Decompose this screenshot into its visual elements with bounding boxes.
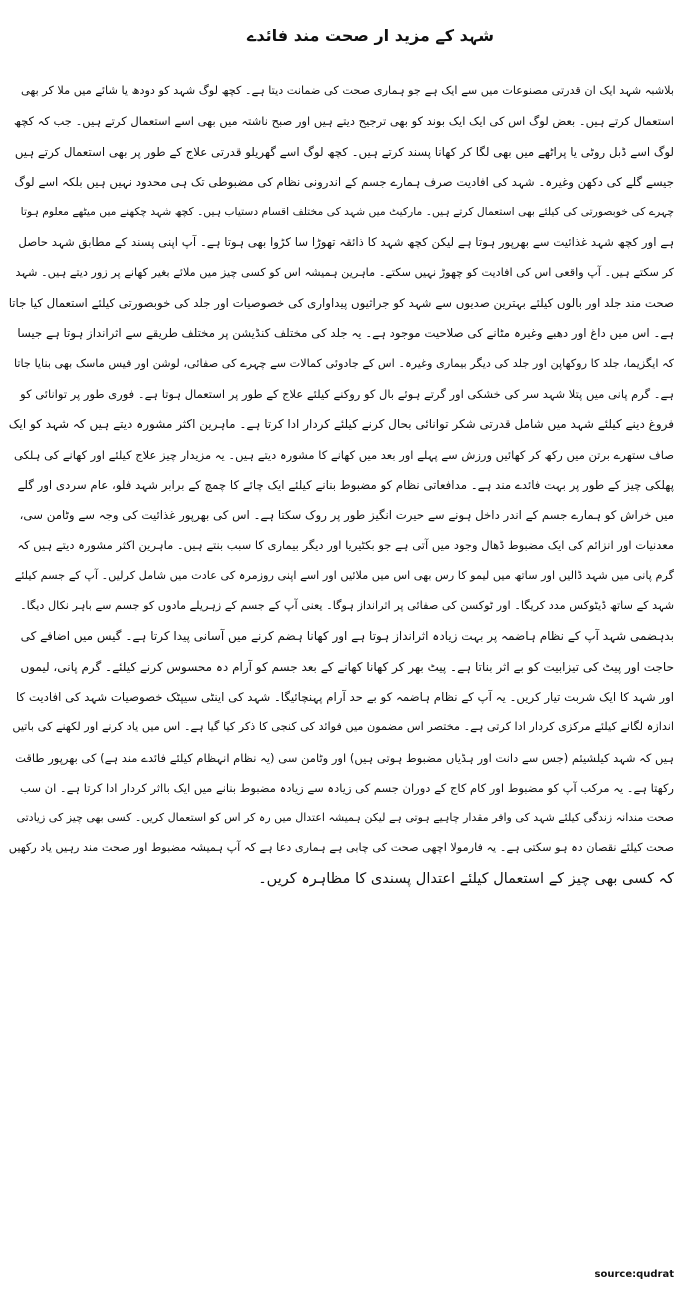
body-line: چہرے کی خوبصورتی کی کیلئے بھی استعمال کرتے ہیں۔ مارکیٹ میں شہد کی مختلف اقسام دستیاب ہیں۔ کچھ شہد چکھنے میں میٹھے معلوم ہوتا: [20, 205, 674, 219]
body-line: میں خراش کو ہمارے جسم کے اندر داخل ہونے سے حیرت انگیز طور پر روک سکتا ہے۔ اس کی بھرپور غذائیت کی وجہ سے وٹامن سی،: [19, 508, 674, 523]
body-line: حاجت اور پیٹ کی تیزابیت کو بے اثر بناتا ہے۔ پیٹ بھر کر کھانا کھانے کے بعد جسم کو آرام دہ محسوس کرنے کیلئے۔ گرم پانی، لیموں: [20, 659, 674, 674]
body-line: ہیں کہ شہد کیلشیئم (جس سے دانت اور ہڈیاں مضبوط ہوتی ہیں) اور وٹامن سی (یہ نظام انہظام کیلئے فائدے مند ہے) کی بھرپور طاقت: [15, 750, 674, 765]
body-line: استعمال کرتے ہیں۔ بعض لوگ اس کی ایک ایک بوند کو بھی ترجیح دیتے ہیں اور صبح ناشتہ میں بھی اسے استعمال کرتے ہیں۔ جب کہ کچھ: [13, 114, 674, 129]
body-line: معدنیات اور انزائم کی ایک مضبوط ڈھال وجود میں آتی ہے جو بکٹیریا اور دیگر بیماری کا سبب بنتے ہیں۔ ماہرین اکثر مشورہ دیتے ہیں کہ: [17, 538, 674, 553]
article-title: شہد کے مزید ار صحت مند فائدے: [247, 26, 494, 45]
body-line: کہ کسی بھی چیز کے استعمال کیلئے اعتدال پسندی کا مظاہرہ کریں۔: [258, 870, 674, 887]
body-line: پھلکی چیز کے طور پر بہت فائدے مند ہے۔ مدافعاتی نظام کو مضبوط بنانے کیلئے ایک چائے کا چمچ کے برابر شہد فلو، عام سردی اور گلے: [17, 477, 674, 492]
body-line: لوگ اسے ڈبل روٹی یا پراٹھے میں بھی لگا کر کھانا پسند کرتے ہیں۔ کچھ لوگ اسے گھریلو قدرتی علاج کے طور پر بھی استعمال کرتے ہیں: [14, 144, 674, 159]
body-line: صحت مند جلد اور بالوں کیلئے بہترین صدیوں سے شہد کو جراثیوں پیداواری کی خصوصیات اور جلد کی خوبصورتی کیلئے استعمال کیا جاتا: [8, 296, 674, 311]
body-line: کر سکتے ہیں۔ آپ واقعی اس کی افادیت کو چھوڑ نہیں سکتے۔ ماہرین ہمیشہ اس کو کسی چیز میں ملائے بغیر کھانے پر زور دیتے ہیں۔ شہد: [15, 265, 674, 279]
body-line: صحت کیلئے نقصان دہ ہو سکتی ہے۔ یہ فارمولا اچھی صحت کی چابی ہے ہماری دعا ہے کہ آپ ہمیشہ مضبوط اور صحت مند رہیں یاد رکھیں: [8, 841, 674, 855]
body-line: بدہضمی شہد آپ کے نظام ہاضمہ پر بہت زیادہ اثرانداز ہوتا ہے اور کھانا ہضم کرنے میں آسانی پیدا کرتا ہے۔ گیس میں اضافے کی: [20, 629, 674, 644]
body-line: صاف ستھرے برتن میں رکھ کر کھائیں ورزش سے پہلے اور بعد میں کھانے کا مشورہ دیتے ہیں۔ یہ مزیدار چیز علاج کیلئے اور کھانے کی ہلکی: [13, 447, 674, 462]
body-line: جیسے گلے کی دکھن وغیرہ۔ شہد کی افادیت صرف ہمارے جسم کے اندرونی نظام کی مضبوطی تک ہی محدود نہیں ہیں بلکہ اسے لوگ: [14, 174, 674, 189]
body-line: گرم پانی میں شہد ڈالیں اور ساتھ میں لیمو کا رس بھی اس میں ملائیں اور اسے اپنی روزمرہ کی عادت میں شامل کرلیں۔ آپ کے جسم کیلئے: [14, 568, 674, 582]
article-body: [8, 76, 674, 894]
body-line: بلاشبہ شہد ایک ان قدرتی مصنوعات میں سے ایک ہے جو ہماری صحت کی ضمانت دیتا ہے۔ کچھ لوگ شہد کو دودھ یا شائے میں ملا کر بھی: [21, 84, 674, 97]
body-line: اور شہد کا ایک شربت تیار کریں۔ یہ آپ کے نظام ہاضمہ کو بے حد آرام پہنچائیگا۔ شہد کی اینٹی سیپٹک خصوصیات شہد کی افادیت کا: [15, 689, 674, 704]
source-credit: source:qudrat: [594, 1269, 674, 1280]
body-line: اندازہ لگانے کیلئے مرکزی کردار ادا کرتی ہے۔ مختصر اس مضمون میں فوائد کی کنجی کا ذکر کیا گیا ہے۔ اس میں یاد کرنے اور لکھنے کی باتیں: [12, 720, 674, 734]
body-line: ہے۔ اس میں داغ اور دھبے وغیرہ مٹانے کی صلاحیت موجود ہے۔ یہ جلد کی مختلف کنڈیشن پر مختلف طریقے سے اثرانداز ہوتا ہے جیسا: [17, 326, 674, 341]
body-line: صحت مندانہ زندگی کیلئے شہد کی وافر مقدار چاہیے ہوتی ہے لیکن ہمیشہ اعتدال میں رہ کر اس کو استعمال کریں۔ کسی بھی چیز کی زیادتی: [16, 811, 674, 825]
body-line: ہے اور کچھ شہد غذائیت سے بھرپور ہوتا ہے لیکن کچھ شہد کا ذائقہ تھوڑا سا کڑوا بھی ہوتا ہے۔ آپ اپنی پسند کے مطابق شہد حاصل: [18, 235, 674, 250]
body-line: رکھتا ہے۔ یہ مرکب آپ کو مضبوط اور کام کاج کے دوران جسم کی زیادہ سے زیادہ مضبوط بنانے میں ایک بااثر کردار ادا کرتا ہے۔ ان سب: [20, 780, 674, 795]
body-line: کہ ایگزیما، جلد کا روکھاپن اور جلد کی دیگر بیماری وغیرہ۔ اس کے جادوئی کمالات سے چہرے کی صفائی، لوشن اور فیس ماسک بھی بنایا جاتا: [13, 356, 674, 370]
body-line: فروغ دینے کیلئے شہد میں شامل قدرتی شکر توانائی بحال کرنے کیلئے کردار ادا کرتا ہے۔ ماہرین اکثر مشورہ دیتے ہیں کہ شہد کو ایک: [8, 417, 674, 432]
body-line: ہے۔ گرم پانی میں پتلا شہد سر کی خشکی اور گرتے ہوئے بال کو روکنے کیلئے علاج کے طور پر استعمال ہوتا ہے۔ فوری طور پر توانائی کو: [20, 386, 674, 401]
body-line: شہد کے ساتھ ڈیٹوکس مدد کریگا۔ اور ٹوکسن کی صفائی پر اثرانداز ہوگا۔ یعنی آپ کے جسم کے زہریلے مادوں کو جسم سے باہر نکال دیگا۔: [20, 599, 674, 613]
